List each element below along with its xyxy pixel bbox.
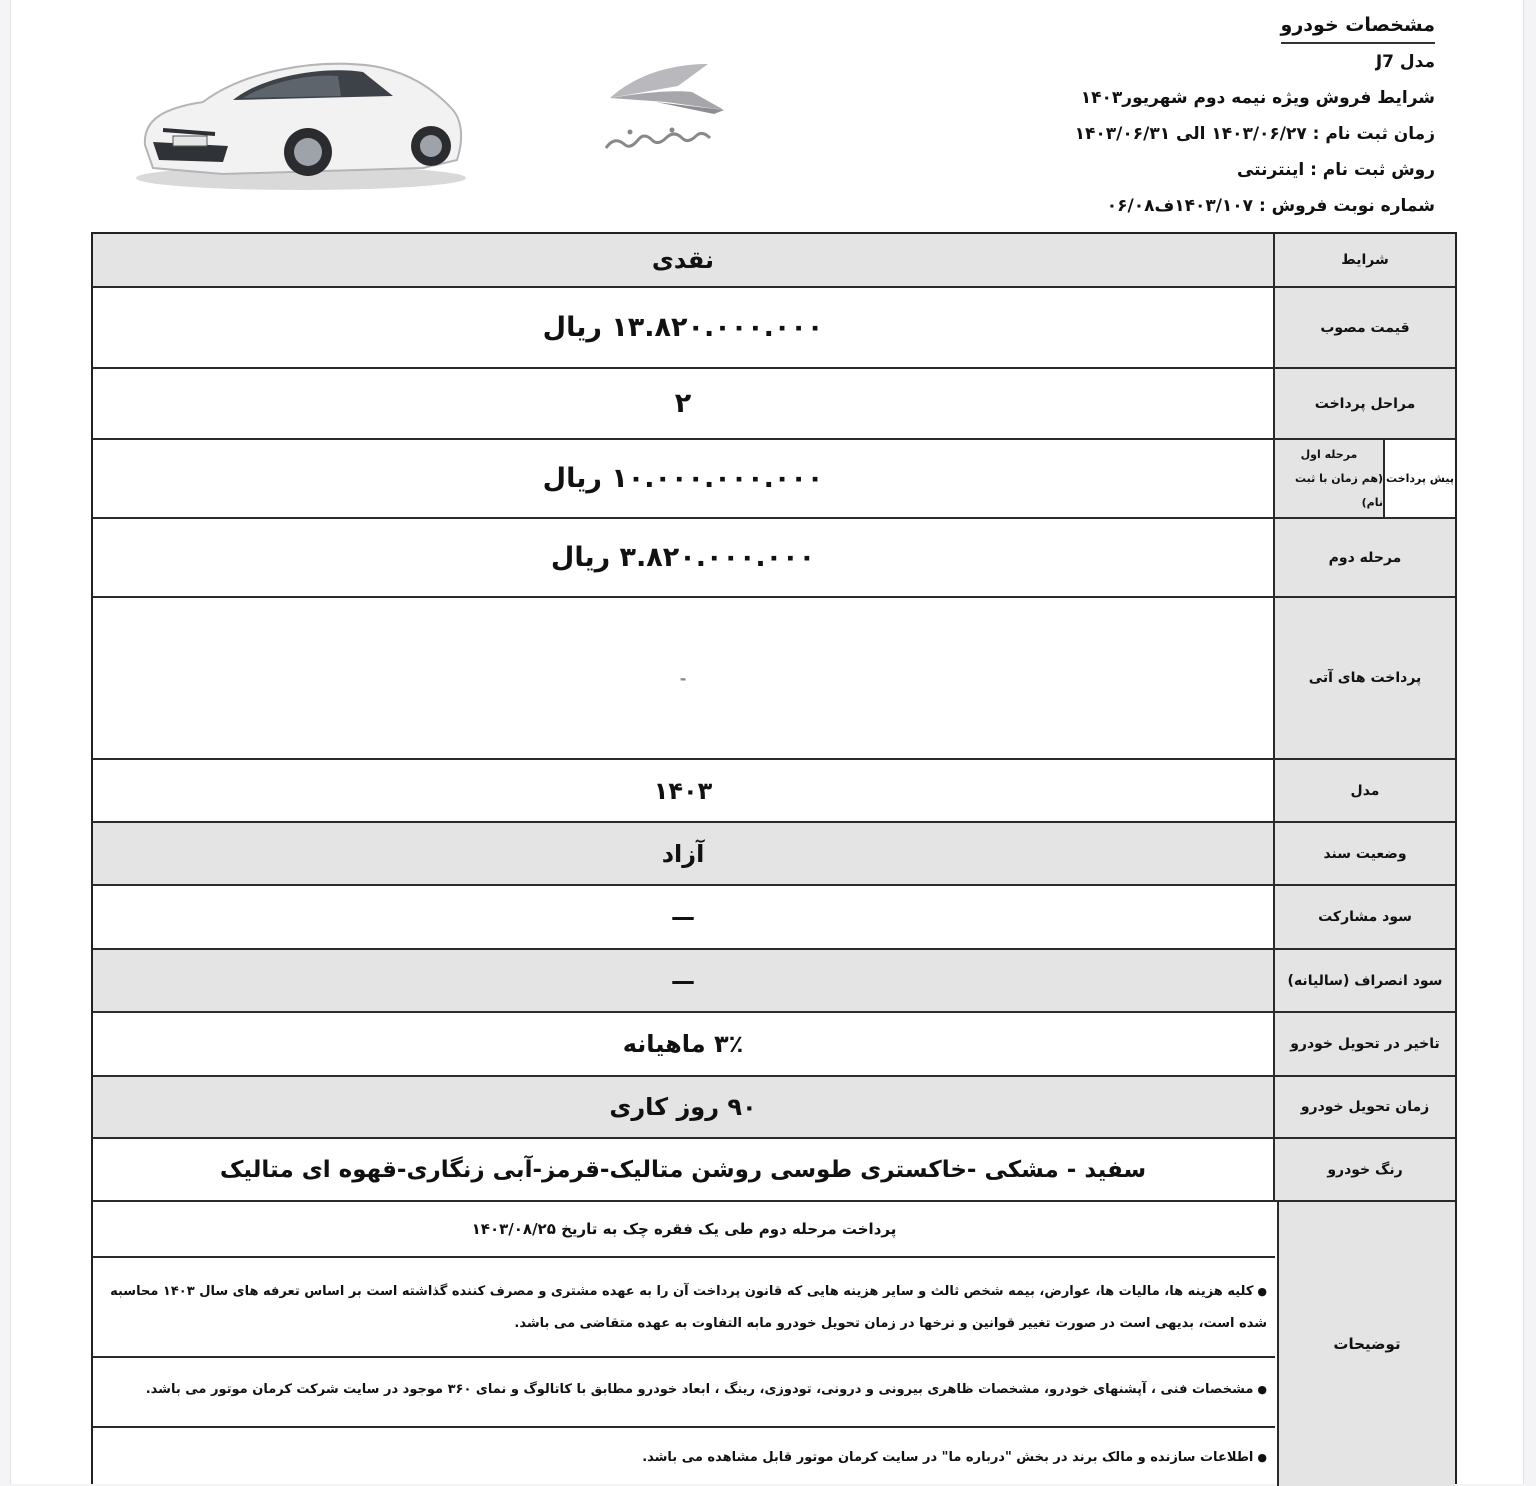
note-bullet: ● <box>1257 1382 1267 1396</box>
note-manufacturer-info-text: اطلاعات سازنده و مالک برند در بخش "درباره ما" در سایت کرمان موتور قابل مشاهده می باشد. <box>642 1449 1254 1465</box>
payment-stages-label: مراحل پرداخت <box>1275 369 1455 438</box>
table-row-model <box>93 760 1455 823</box>
future-payments-label: پرداخت های آتی <box>1275 598 1455 758</box>
model-label: مدل <box>1275 760 1455 821</box>
table-row-approved-price <box>93 288 1455 369</box>
participation-profit-label: سود مشارکت <box>1275 886 1455 948</box>
note-costs <box>93 1258 1275 1358</box>
table-row-future-payments <box>93 598 1455 760</box>
model-line: مدل J7 <box>1375 52 1435 72</box>
future-payments-value: - <box>93 598 1275 758</box>
note-specifications-text: مشخصات فنی ، آپشنهای خودرو، مشخصات ظاهری بیرونی و درونی، تودوزی، رینگ ، ابعاد خودرو مطابق با کاتالوگ و نمای ۳۶۰ موجود در سایت شرکت کرمان موتور می باشد. <box>145 1381 1254 1397</box>
model-value: ۱۴۰۳ <box>93 760 1275 821</box>
approved-price-value: ۱۳.۸۲۰.۰۰۰.۰۰۰ ریال <box>93 288 1275 367</box>
registration-time: زمان ثبت نام : ۱۴۰۳/۰۶/۲۷ الی ۱۴۰۳/۰۶/۳۱ <box>1074 124 1435 144</box>
delivery-time-value: ۹۰ روز کاری <box>93 1077 1275 1137</box>
first-stage-value: ۱۰.۰۰۰.۰۰۰.۰۰۰ ریال <box>93 440 1275 517</box>
car-color-label: رنگ خودرو <box>1275 1139 1455 1200</box>
page <box>10 0 1524 1484</box>
cancellation-profit-label: سود انصراف (سالیانه) <box>1275 950 1455 1011</box>
note-specifications <box>93 1358 1275 1428</box>
sale-round: شماره نوبت فروش : ۱۴۰۳/۱۰۷ف۰۶/۰۸ <box>1106 196 1435 216</box>
first-stage-label-cell <box>1275 440 1383 517</box>
notes-label: توضیحات <box>1277 1202 1455 1486</box>
conditions-value: نقدی <box>93 234 1275 286</box>
registration-method: روش ثبت نام : اینترنتی <box>1236 160 1435 180</box>
table-row-second-stage <box>93 519 1455 598</box>
second-stage-value: ۳.۸۲۰.۰۰۰.۰۰۰ ریال <box>93 519 1275 596</box>
delivery-delay-value: ۳٪ ماهیانه <box>93 1013 1275 1075</box>
table-row-payment-stages <box>93 369 1455 440</box>
note-costs-text: کلیه هزینه ها، مالیات ها، عوارض، بیمه شخص ثالث و سایر هزینه هایی که قانون پرداخت آن را به عهده مشتری و مصرف کننده گذاشته است بر اساس تعرفه های سال ۱۴۰۳ محاسبه شده است، بدیهی است در صورت تغییر قوانین و نرخها در زمان تحویل خودرو مابه التفاوت به عهده متقاضی می باشد. <box>110 1284 1267 1331</box>
approved-price-label: قیمت مصوب <box>1275 288 1455 367</box>
header-title: مشخصات خودرو <box>1281 8 1435 44</box>
car-color-value: سفید - مشکی -خاکستری طوسی روشن متالیک-قرمز-آبی زنگاری-قهوه ای متالیک <box>93 1139 1275 1200</box>
participation-profit-value: — <box>93 886 1275 948</box>
header <box>915 8 1435 224</box>
note-second-stage-check: پرداخت مرحله دوم طی یک فقره چک به تاریخ ۱۴۰۳/۰۸/۲۵ <box>93 1202 1275 1258</box>
prepayment-label: پیش پرداخت <box>1383 440 1455 517</box>
kerman-motor-logo <box>596 58 736 158</box>
car-image <box>123 50 473 200</box>
first-stage-note: (هم زمان با ثبت نام) <box>1295 471 1383 509</box>
table-row-car-color <box>93 1139 1455 1202</box>
prepayment-label-cell <box>1275 440 1455 517</box>
table-row-delivery-delay <box>93 1013 1455 1077</box>
delivery-time-label: زمان تحویل خودرو <box>1275 1077 1455 1137</box>
sale-conditions: شرایط فروش ویژه نیمه دوم شهریور۱۴۰۳ <box>1080 88 1435 108</box>
document-status-value: آزاد <box>93 823 1275 884</box>
second-stage-label: مرحله دوم <box>1275 519 1455 596</box>
first-stage-label: مرحله اول <box>1300 447 1358 461</box>
cancellation-profit-value: — <box>93 950 1275 1011</box>
note-bullet: ● <box>1257 1285 1267 1298</box>
table-row-first-stage <box>93 440 1455 519</box>
table-row-document-status <box>93 823 1455 886</box>
table-row-conditions <box>93 234 1455 288</box>
delivery-delay-label: تاخیر در تحویل خودرو <box>1275 1013 1455 1075</box>
specs-table <box>91 232 1457 1484</box>
document-status-label: وضعیت سند <box>1275 823 1455 884</box>
table-row-participation-profit <box>93 886 1455 950</box>
conditions-label: شرایط <box>1275 234 1455 286</box>
table-row-delivery-time <box>93 1077 1455 1139</box>
note-manufacturer-info <box>93 1428 1275 1486</box>
table-row-cancellation-profit <box>93 950 1455 1013</box>
note-bullet: ● <box>1257 1450 1267 1464</box>
payment-stages-value: ۲ <box>93 369 1275 438</box>
